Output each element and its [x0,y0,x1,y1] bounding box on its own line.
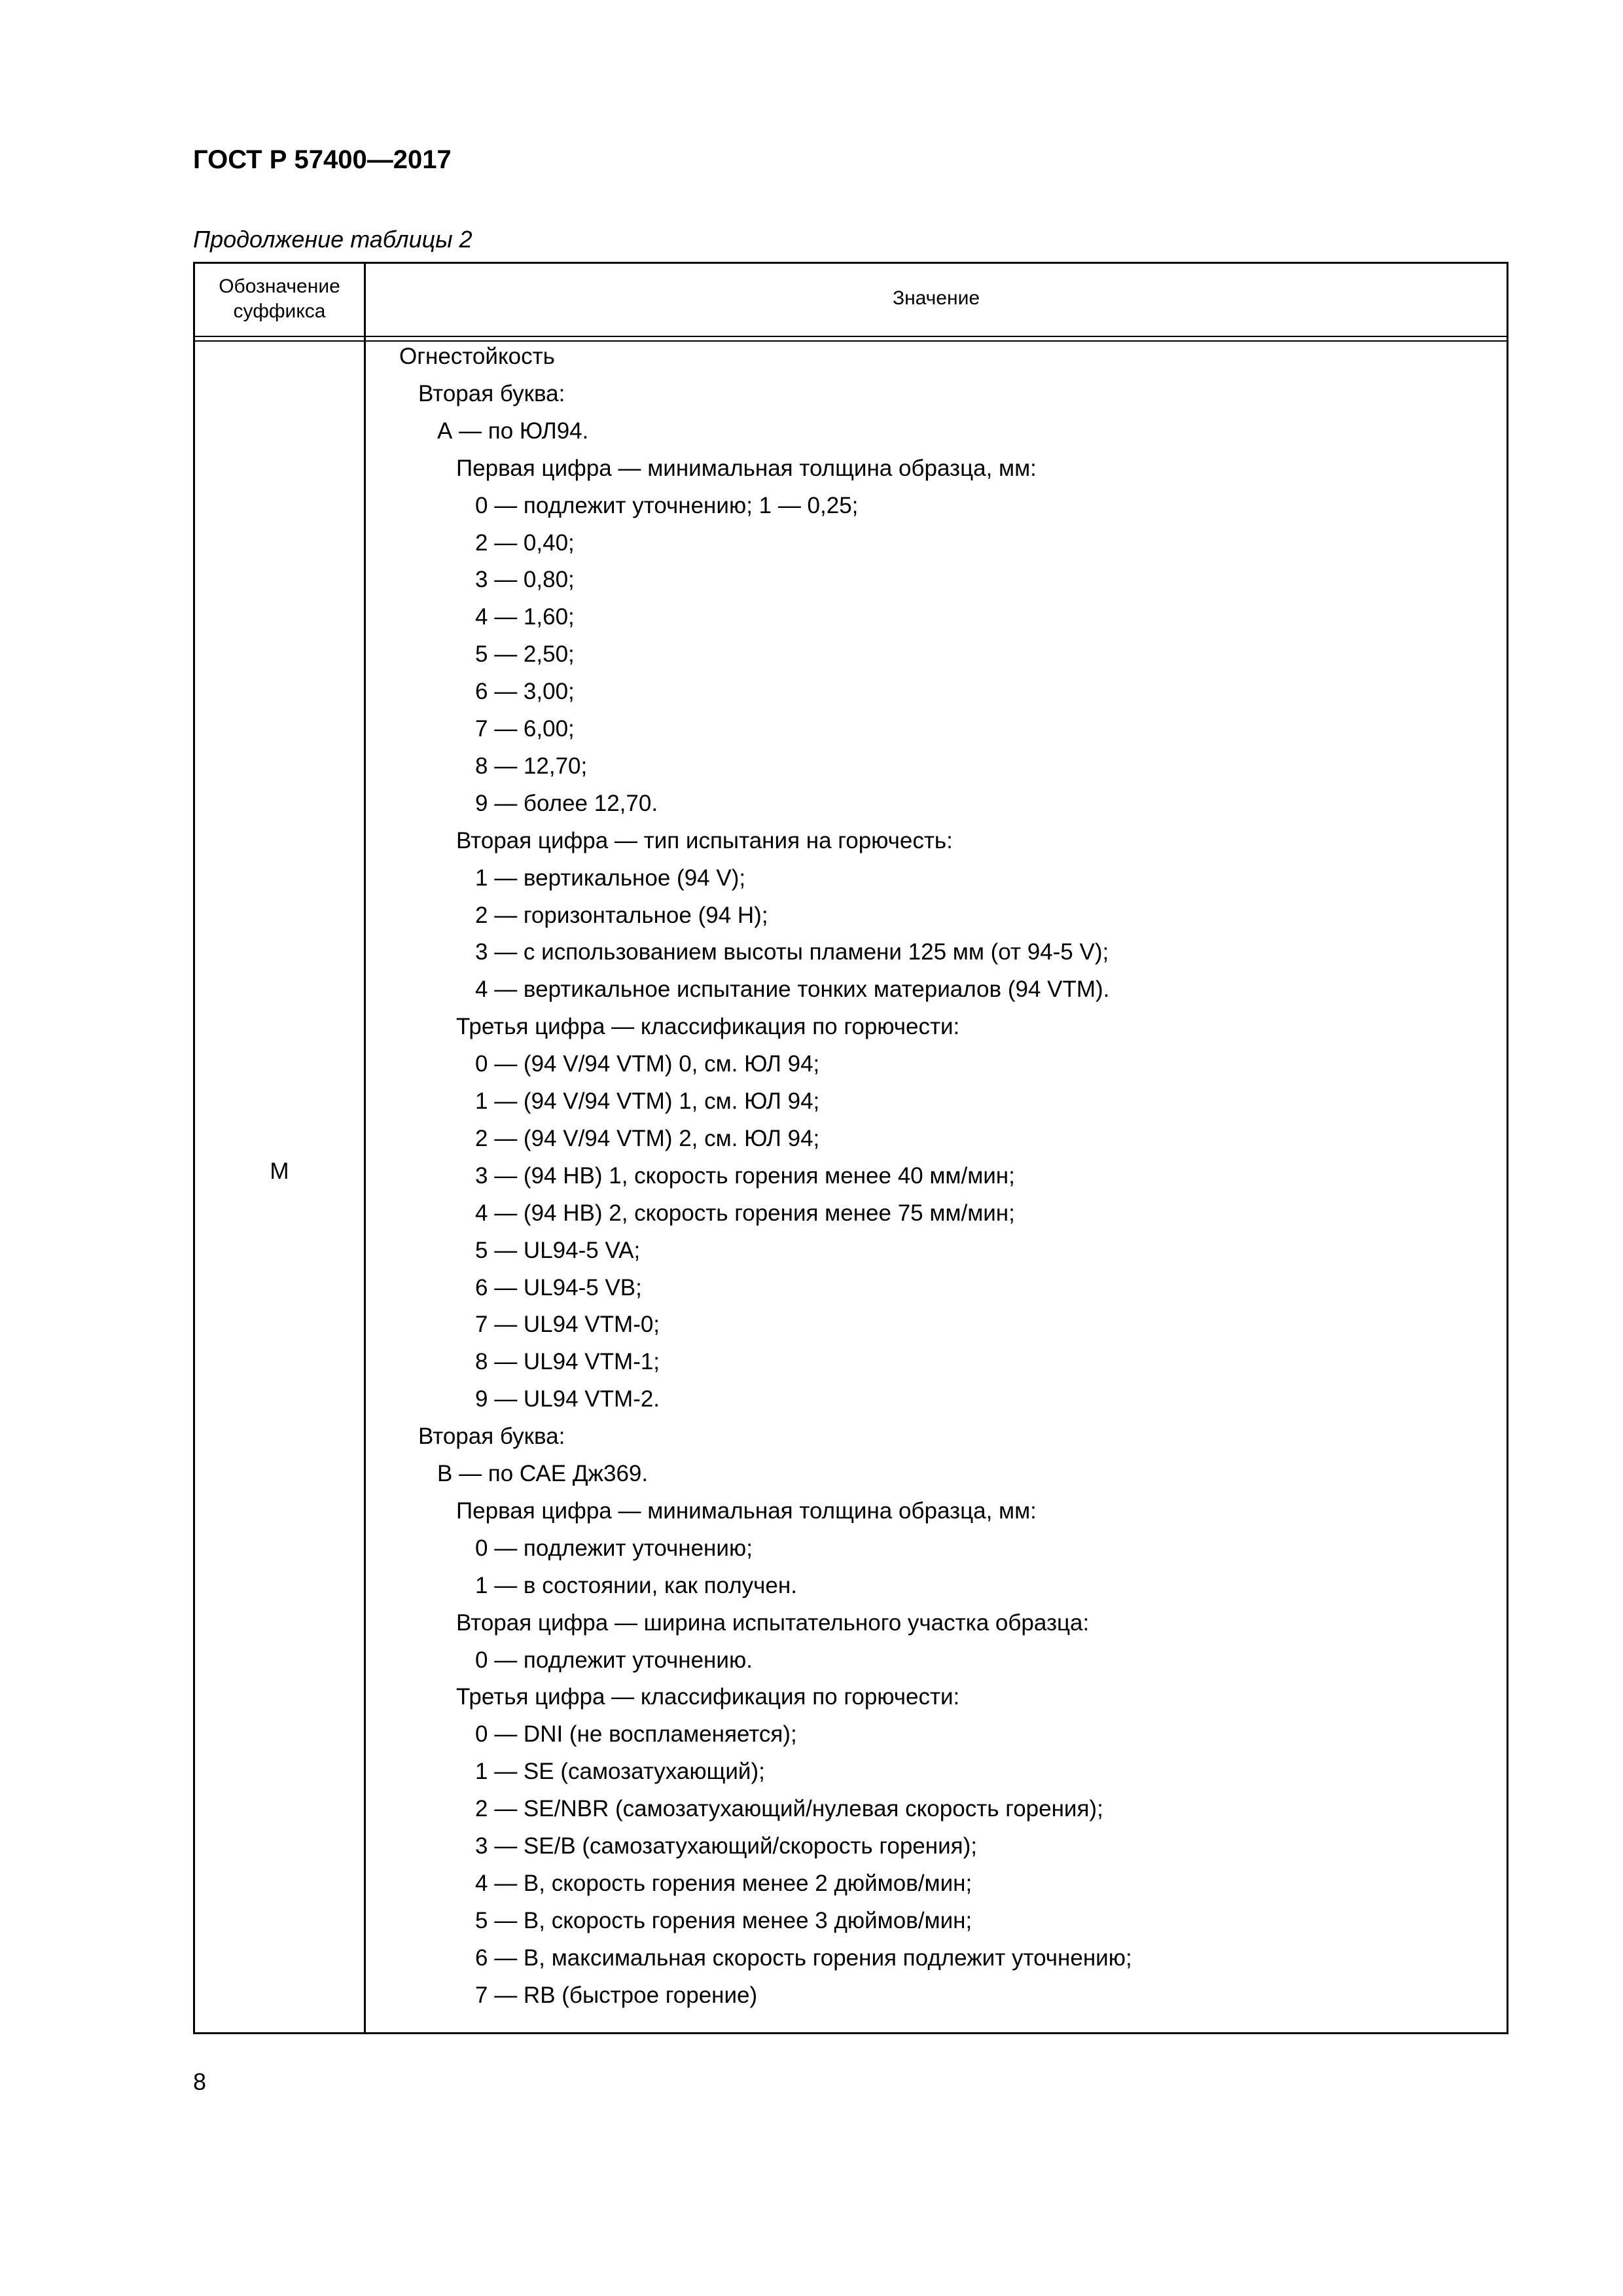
value-line: В — по САЕ Дж369. [437,1461,649,1486]
value-line: 8 — 12,70; [475,753,588,779]
value-line: Третья цифра — классификация по горючести: [456,1684,960,1710]
table-caption: Продолжение таблицы 2 [193,226,473,253]
value-line: 9 — более 12,70. [475,790,658,816]
value-line: Третья цифра — классификация по горючести: [456,1014,960,1040]
value-line: 4 — (94 HB) 2, скорость горения менее 75 мм/мин; [475,1200,1015,1226]
value-line: 1 — в состоянии, как получен. [475,1572,797,1598]
value-line: 7 — RB (быстрое горение) [475,1982,758,2008]
value-line: 2 — (94 V/94 VTM) 2, см. ЮЛ 94; [475,1125,820,1151]
value-line: Вторая буква: [418,1424,565,1450]
value-line: 9 — UL94 VTM-2. [475,1386,660,1412]
value-line: 6 — B, максимальная скорость горения подлежит уточнению; [475,1945,1132,1971]
value-line: 1 — SE (самозатухающий); [475,1759,765,1785]
suffix-table [193,262,1508,2034]
page-number: 8 [193,2068,207,2095]
value-line: 5 — UL94-5 VA; [475,1237,641,1263]
value-line: Вторая цифра — ширина испытательного участка образца: [456,1609,1090,1636]
value-line: 3 — с использованием высоты пламени 125 мм (от 94-5 V); [475,939,1109,965]
value-line: 0 — подлежит уточнению; 1 — 0,25; [475,492,859,518]
value-line: 1 — вертикальное (94 V); [475,865,746,891]
value-line: 2 — 0,40; [475,529,575,556]
suffix-cell: M [270,1158,289,1184]
value-line: 7 — UL94 VTM-0; [475,1312,660,1338]
value-line: Огнестойкость [399,344,555,369]
value-line: 3 — 0,80; [475,567,575,593]
value-line: Первая цифра — минимальная толщина образца, мм: [456,455,1037,481]
value-line: 6 — 3,00; [475,679,575,705]
value-line: 5 — B, скорость горения менее 3 дюймов/мин; [475,1907,972,1933]
document-header: ГОСТ Р 57400—2017 [193,145,452,174]
value-line: 2 — SE/NBR (самозатухающий/нулевая скорость горения); [475,1796,1103,1822]
value-line: Вторая цифра — тип испытания на горючесть: [456,827,953,853]
value-line: 5 — 2,50; [475,641,575,668]
header-divider [195,336,1507,342]
value-line: 0 — (94 V/94 VTM) 0, см. ЮЛ 94; [475,1051,820,1077]
value-line: 4 — 1,60; [475,604,575,630]
value-line: 4 — B, скорость горения менее 2 дюймов/мин; [475,1870,972,1896]
value-line: 4 — вертикальное испытание тонких материалов (94 VTM). [475,977,1110,1003]
column-header-value: Значение [892,287,980,309]
value-line: Первая цифра — минимальная толщина образца, мм: [456,1498,1037,1524]
value-line: 6 — UL94-5 VB; [475,1274,642,1300]
column-header-suffix-line1: Обозначение [219,276,340,297]
value-line: 8 — UL94 VTM-1; [475,1349,660,1375]
value-line: 0 — подлежит уточнению. [475,1647,753,1673]
column-divider [364,264,366,2032]
value-line: А — по ЮЛ94. [437,418,589,444]
value-line: 2 — горизонтальное (94 H); [475,902,768,928]
value-line: 0 — подлежит уточнению; [475,1535,753,1561]
value-line: 3 — SE/B (самозатухающий/скорость горения); [475,1833,977,1859]
value-line: 7 — 6,00; [475,716,575,742]
value-line: Вторая буква: [418,380,565,406]
value-line: 1 — (94 V/94 VTM) 1, см. ЮЛ 94; [475,1088,820,1114]
column-header-suffix-line2: суффикса [233,300,326,322]
value-line: 3 — (94 HB) 1, скорость горения менее 40 мм/мин; [475,1162,1015,1189]
value-line: 0 — DNI (не воспламеняется); [475,1721,797,1748]
column-header-suffix [195,274,364,324]
